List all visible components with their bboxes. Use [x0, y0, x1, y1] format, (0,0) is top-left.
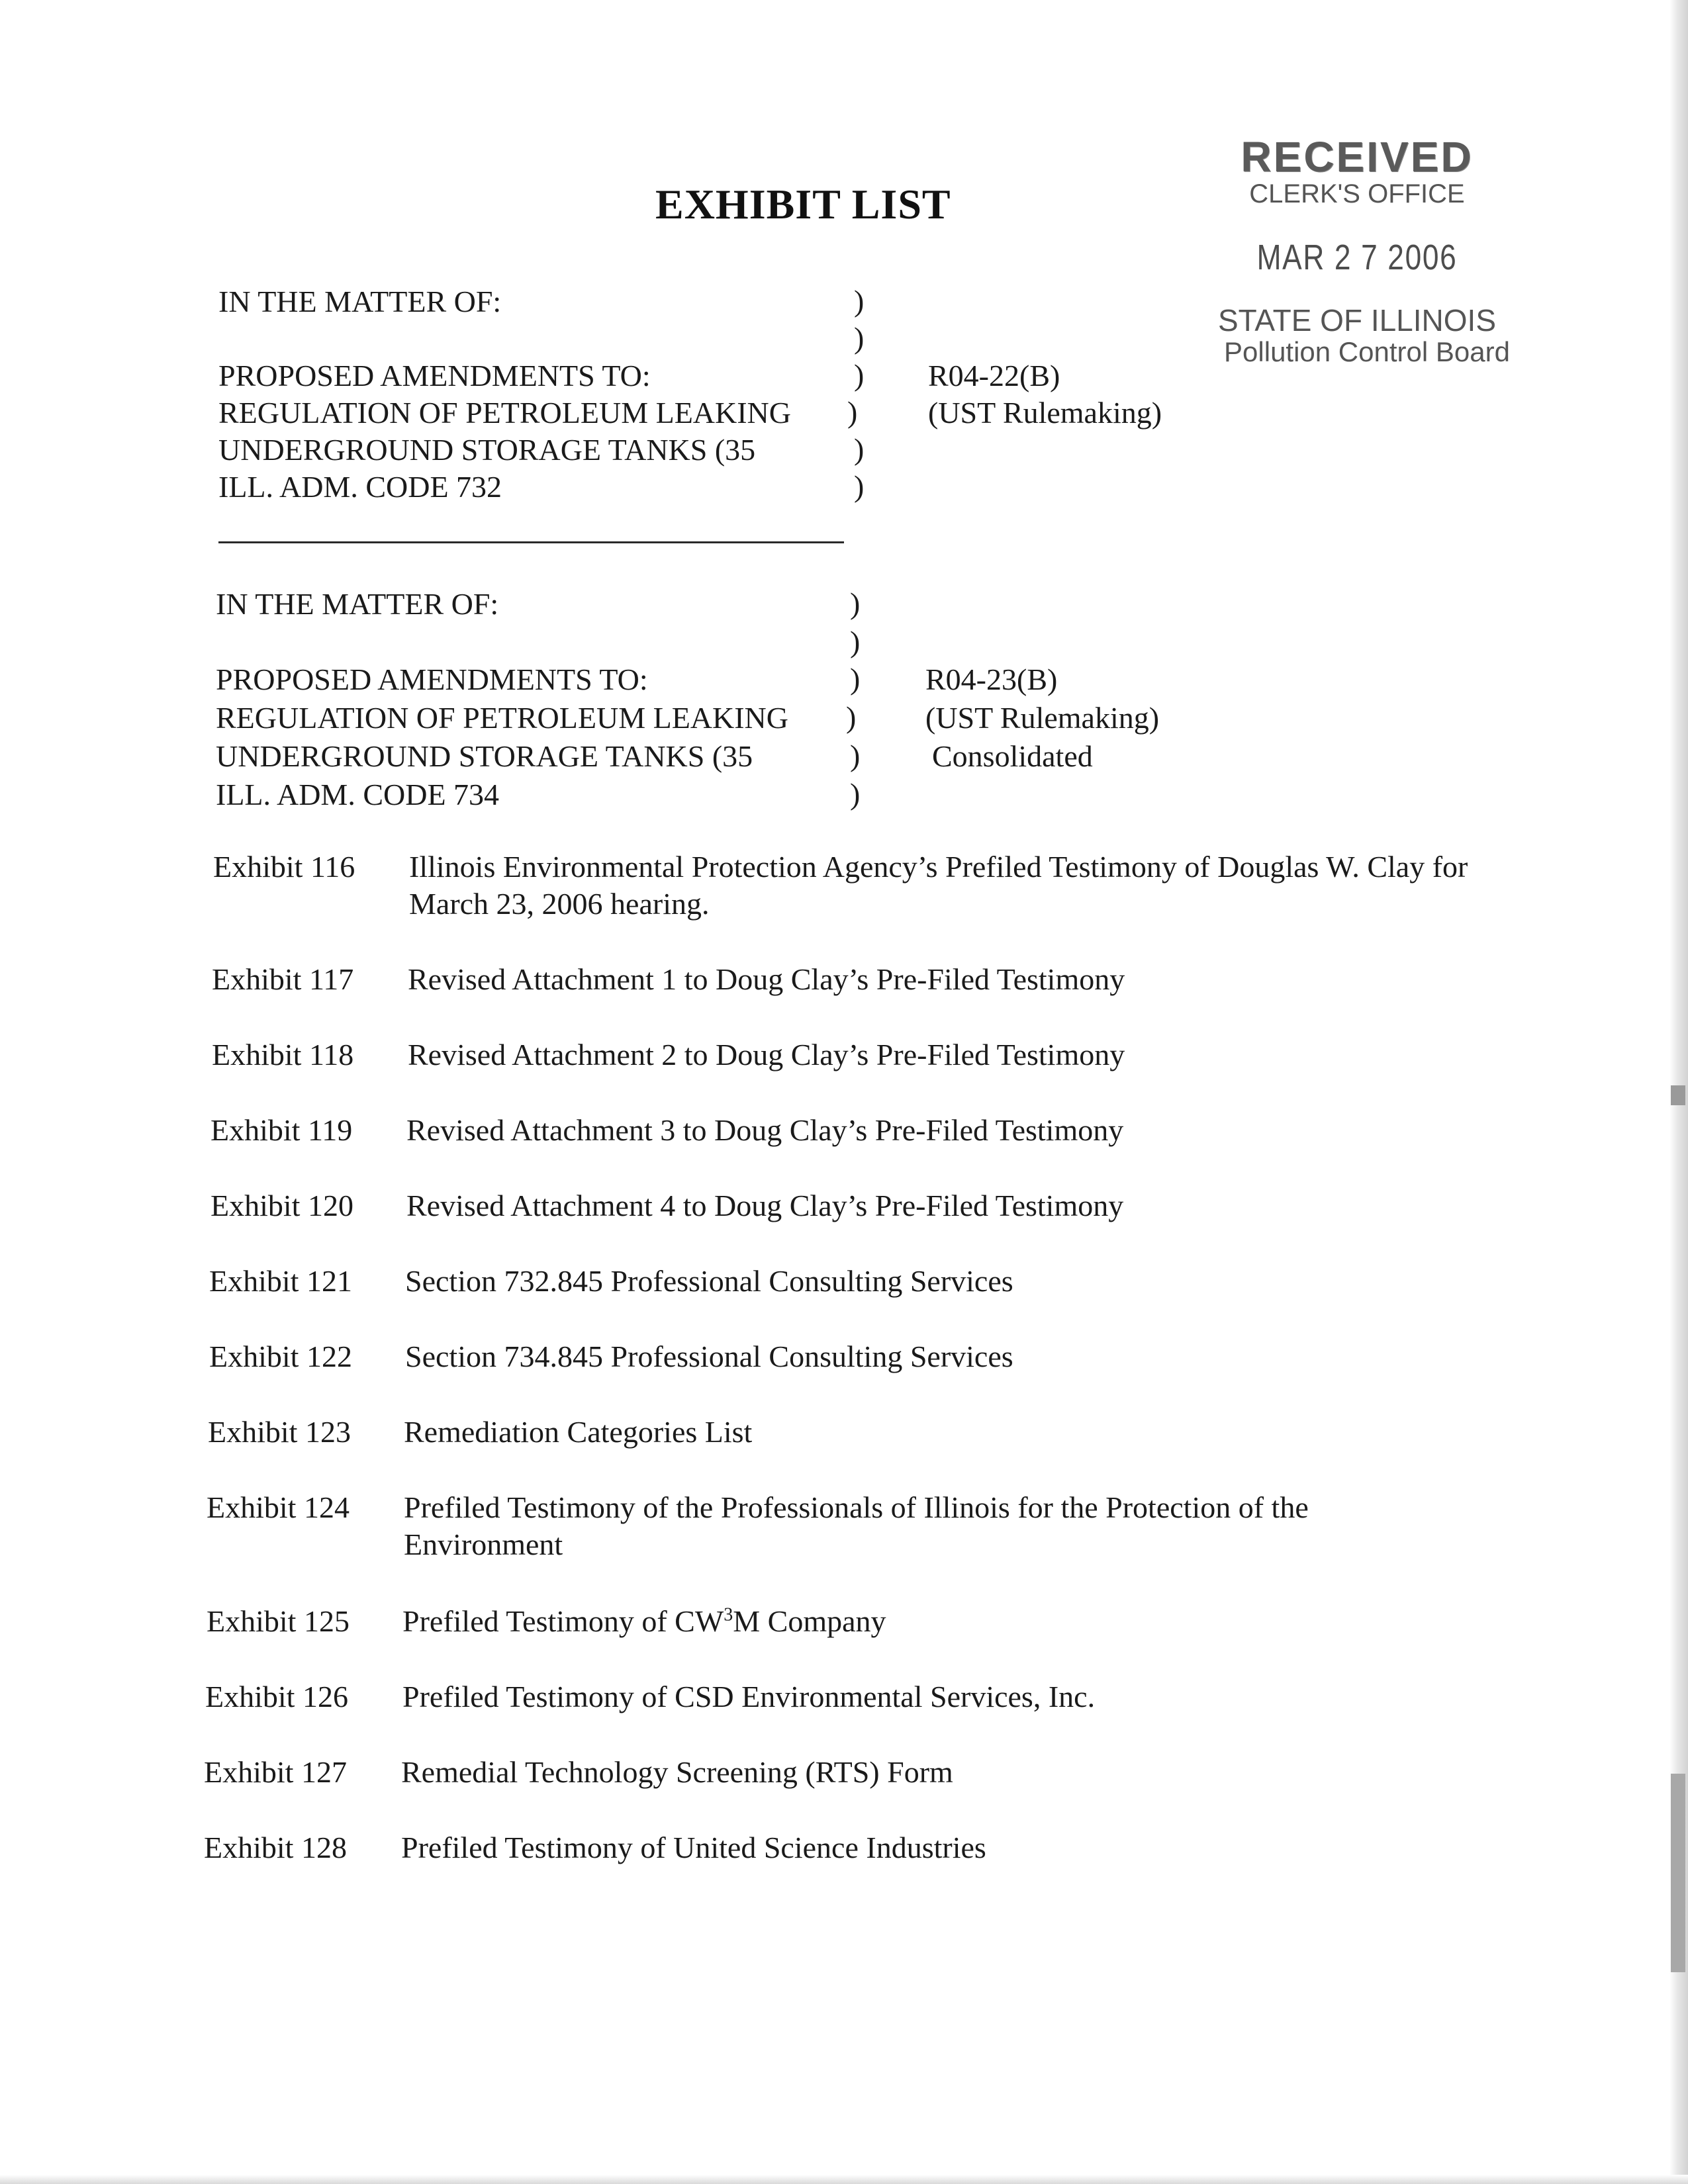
- scan-bottom-edge: [0, 2175, 1688, 2184]
- exhibit-number: Exhibit 118: [212, 1038, 354, 1071]
- exhibit-description: [402, 1603, 1462, 1640]
- stamp-clerks-office: CLERK'S OFFICE: [1249, 179, 1465, 208]
- docket-number-1: R04-22(B): [928, 359, 1060, 392]
- exhibit-description: Section 734.845 Professional Consulting Services: [405, 1340, 1013, 1373]
- caption-paren: ): [854, 321, 865, 355]
- exhibit-description: Revised Attachment 1 to Doug Clay’s Pre-Filed Testimony: [408, 962, 1125, 996]
- caption-paren: ): [854, 358, 865, 392]
- exhibit-number: Exhibit 119: [211, 1113, 353, 1147]
- caption-paren: ): [846, 700, 857, 734]
- caption-line: ILL. ADM. CODE 734: [216, 778, 500, 811]
- exhibit-description: Revised Attachment 3 to Doug Clay’s Pre-Filed Testimony: [406, 1113, 1124, 1147]
- exhibit-description: Prefiled Testimony of CSD Environmental Services, Inc.: [402, 1680, 1096, 1713]
- caption-paren: ): [850, 777, 861, 811]
- docket-type-1: (UST Rulemaking): [928, 396, 1162, 430]
- exhibit-description: Prefiled Testimony of United Science Industries: [401, 1831, 986, 1864]
- exhibit-description: Remedial Technology Screening (RTS) Form: [401, 1755, 953, 1789]
- caption-line: UNDERGROUND STORAGE TANKS (35: [218, 433, 756, 467]
- stamp-state: STATE OF ILLINOIS: [1217, 303, 1497, 338]
- caption-paren: ): [850, 662, 861, 696]
- caption-paren: ): [847, 395, 858, 429]
- exhibit-number: Exhibit 121: [209, 1264, 352, 1298]
- docket-type-2: (UST Rulemaking): [925, 701, 1160, 735]
- received-stamp: [1192, 133, 1523, 367]
- exhibit-desc-superscript: 3: [724, 1604, 733, 1625]
- exhibit-description: Revised Attachment 4 to Doug Clay’s Pre-Filed Testimony: [406, 1189, 1124, 1222]
- stamp-date: MAR 2 7 2006: [1256, 238, 1458, 277]
- exhibit-description: Revised Attachment 2 to Doug Clay’s Pre-Filed Testimony: [408, 1038, 1125, 1071]
- caption-line: IN THE MATTER OF:: [216, 587, 499, 621]
- caption-paren: ): [850, 625, 861, 659]
- exhibit-number: Exhibit 126: [205, 1680, 348, 1713]
- caption-line: IN THE MATTER OF:: [218, 285, 502, 318]
- caption-line: REGULATION OF PETROLEUM LEAKING: [216, 701, 788, 735]
- scan-edge-mark: [1671, 1085, 1685, 1105]
- exhibit-number: Exhibit 117: [212, 962, 354, 996]
- caption-line: REGULATION OF PETROLEUM LEAKING: [218, 396, 791, 430]
- exhibit-number: Exhibit 128: [204, 1831, 347, 1864]
- scan-edge-mark: [1671, 1774, 1685, 1972]
- docket-consolidated: Consolidated: [932, 739, 1093, 773]
- caption-paren: ): [850, 586, 861, 620]
- document-title: EXHIBIT LIST: [655, 181, 951, 228]
- caption-paren: ): [854, 469, 865, 503]
- exhibit-description: Prefiled Testimony of the Professionals of Illinois for the Protection of the Environment: [404, 1490, 1309, 1561]
- exhibit-description: Remediation Categories List: [404, 1415, 753, 1449]
- caption-paren: ): [850, 739, 861, 772]
- caption-line: ILL. ADM. CODE 732: [218, 470, 502, 504]
- caption-line: UNDERGROUND STORAGE TANKS (35: [216, 739, 753, 773]
- exhibit-number: Exhibit 125: [207, 1604, 350, 1638]
- caption-line: PROPOSED AMENDMENTS TO:: [218, 359, 651, 392]
- exhibit-number: Exhibit 120: [211, 1189, 353, 1222]
- caption-paren: ): [854, 432, 865, 466]
- exhibit-number: Exhibit 123: [208, 1415, 351, 1449]
- docket-number-2: R04-23(B): [925, 662, 1058, 696]
- exhibit-desc-part: Prefiled Testimony of CW: [402, 1604, 724, 1638]
- caption-paren: ): [854, 284, 865, 318]
- exhibit-description: Illinois Environmental Protection Agency’s Prefiled Testimony of Douglas W. Clay for March 23, 2006 hearing.: [409, 850, 1468, 921]
- exhibit-desc-part: M Company: [733, 1604, 886, 1638]
- exhibit-number: Exhibit 122: [209, 1340, 352, 1373]
- stamp-board: Pollution Control Board: [1224, 336, 1510, 367]
- caption-line: PROPOSED AMENDMENTS TO:: [216, 662, 648, 696]
- stamp-received: RECEIVED: [1241, 133, 1474, 181]
- exhibit-number: Exhibit 124: [207, 1490, 350, 1524]
- exhibit-number: Exhibit 127: [204, 1755, 347, 1789]
- exhibit-number: Exhibit 116: [213, 850, 355, 884]
- exhibit-description: Section 732.845 Professional Consulting Services: [405, 1264, 1013, 1298]
- caption-divider: [218, 541, 844, 543]
